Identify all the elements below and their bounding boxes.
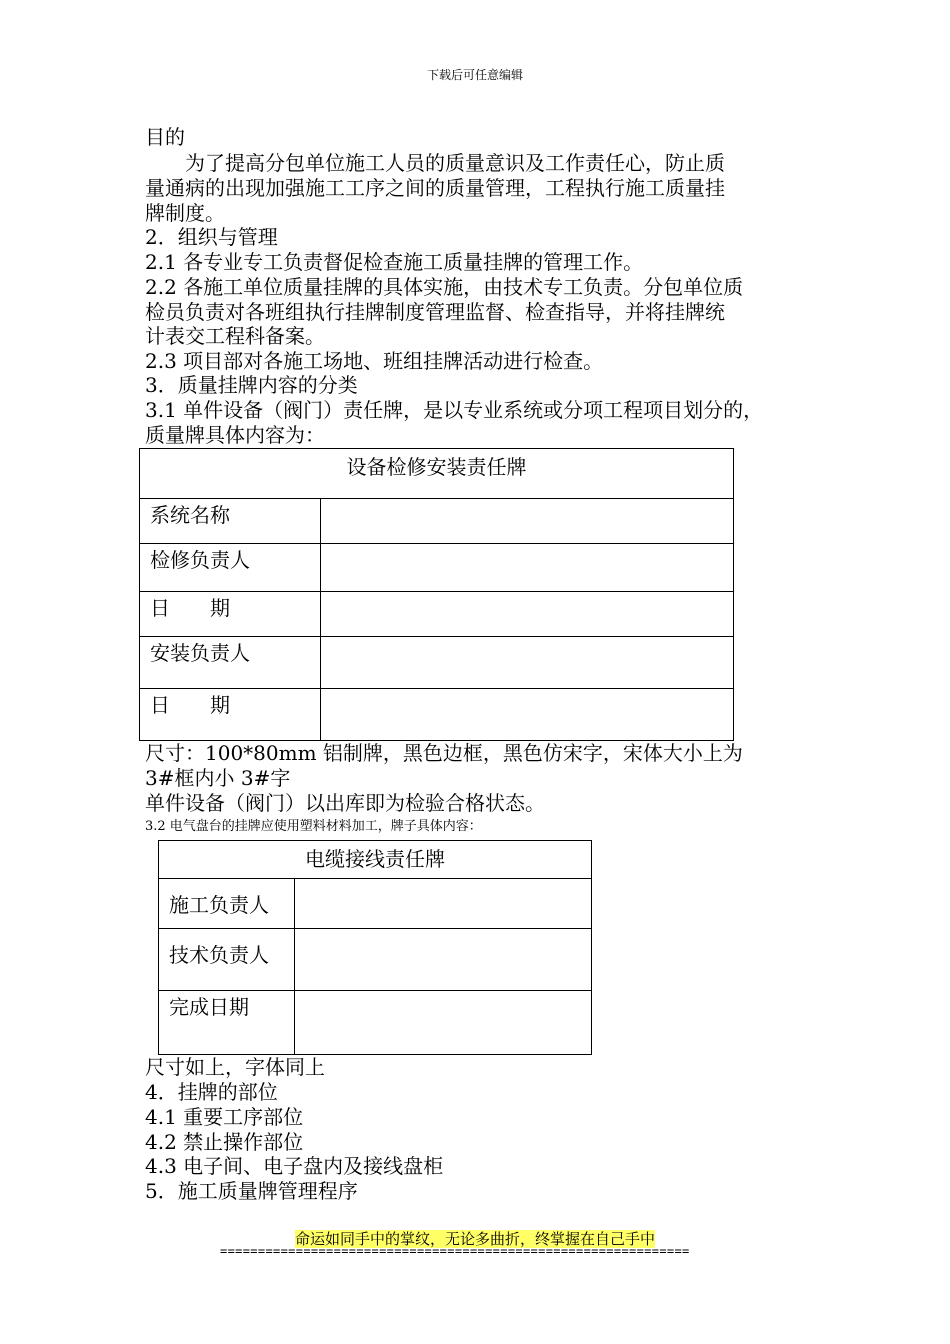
table-cell-empty — [295, 879, 592, 929]
paragraph-line: 检员负责对各班组执行挂牌制度管理监督、检查指导，并将挂牌统 — [145, 300, 725, 324]
table-cell-empty — [295, 929, 592, 991]
cable-responsibility-table — [158, 840, 592, 1055]
paragraph-line: 量通病的出现加强施工工序之间的质量管理，工程执行施工质量挂 — [145, 176, 725, 200]
table-row-label: 施工负责人 — [159, 879, 295, 929]
paragraph-line: 牌制度。 — [145, 201, 225, 225]
section-heading: 3．质量挂牌内容的分类 — [145, 373, 358, 397]
heading-purpose: 目的 — [145, 125, 185, 149]
paragraph-line: 3.2 电气盘台的挂牌应使用塑料材料加工，牌子具体内容： — [145, 819, 482, 834]
table-cell-empty — [321, 544, 734, 592]
paragraph-line: 3#框内小 3#字 — [145, 766, 291, 790]
paragraph-line: 单件设备（阀门）以出库即为检验合格状态。 — [145, 791, 545, 815]
paragraph-line: 2.2 各施工单位质量挂牌的具体实施，由技术专工负责。分包单位质 — [145, 275, 744, 299]
table-row-label: 检修负责人 — [140, 544, 321, 592]
section-heading: 5．施工质量牌管理程序 — [145, 1179, 358, 1203]
paragraph-line: 4.1 重要工序部位 — [145, 1105, 304, 1129]
table-cell-empty — [321, 499, 734, 544]
header-note: 下载后可任意编辑 — [426, 68, 523, 82]
table-row-label: 完成日期 — [159, 991, 295, 1055]
footer-rule: ============================================================== — [220, 1244, 690, 1258]
paragraph-line: 尺寸如上，字体同上 — [145, 1055, 325, 1079]
table-cell-empty — [321, 637, 734, 689]
paragraph-line: 质量牌具体内容为： — [145, 423, 325, 447]
table-row-label: 系统名称 — [140, 499, 321, 544]
paragraph-line: 4.3 电子间、电子盘内及接线盘柜 — [145, 1154, 444, 1178]
table-cell-empty — [321, 689, 734, 741]
table-row-label: 日 期 — [140, 689, 321, 741]
paragraph-line: 2.3 项目部对各施工场地、班组挂牌活动进行检查。 — [145, 349, 604, 373]
paragraph-line: 为了提高分包单位施工人员的质量意识及工作责任心，防止质 — [185, 151, 725, 175]
paragraph-line: 尺寸：100*80mm 铝制牌，黑色边框，黑色仿宋字，宋体大小上为 — [145, 741, 743, 765]
table-cell-empty — [295, 991, 592, 1055]
section-heading: 2．组织与管理 — [145, 225, 278, 249]
paragraph-line: 3.1 单件设备（阀门）责任牌，是以专业系统或分项工程项目划分的， — [145, 398, 764, 422]
equipment-responsibility-table — [139, 448, 734, 741]
paragraph-line: 2.1 各专业专工负责督促检查施工质量挂牌的管理工作。 — [145, 250, 644, 274]
paragraph-line: 计表交工程科备案。 — [145, 324, 325, 348]
footer-slogan: 命运如同手中的掌纹，无论多曲折，终掌握在自己手中 — [294, 1230, 655, 1248]
section-heading: 4．挂牌的部位 — [145, 1080, 278, 1104]
paragraph-line: 4.2 禁止操作部位 — [145, 1130, 304, 1154]
table-title: 设备检修安装责任牌 — [140, 449, 734, 499]
table-row-label: 日 期 — [140, 592, 321, 637]
table-row-label: 技术负责人 — [159, 929, 295, 991]
table-cell-empty — [321, 592, 734, 637]
table-title: 电缆接线责任牌 — [159, 841, 592, 879]
table-row-label: 安装负责人 — [140, 637, 321, 689]
